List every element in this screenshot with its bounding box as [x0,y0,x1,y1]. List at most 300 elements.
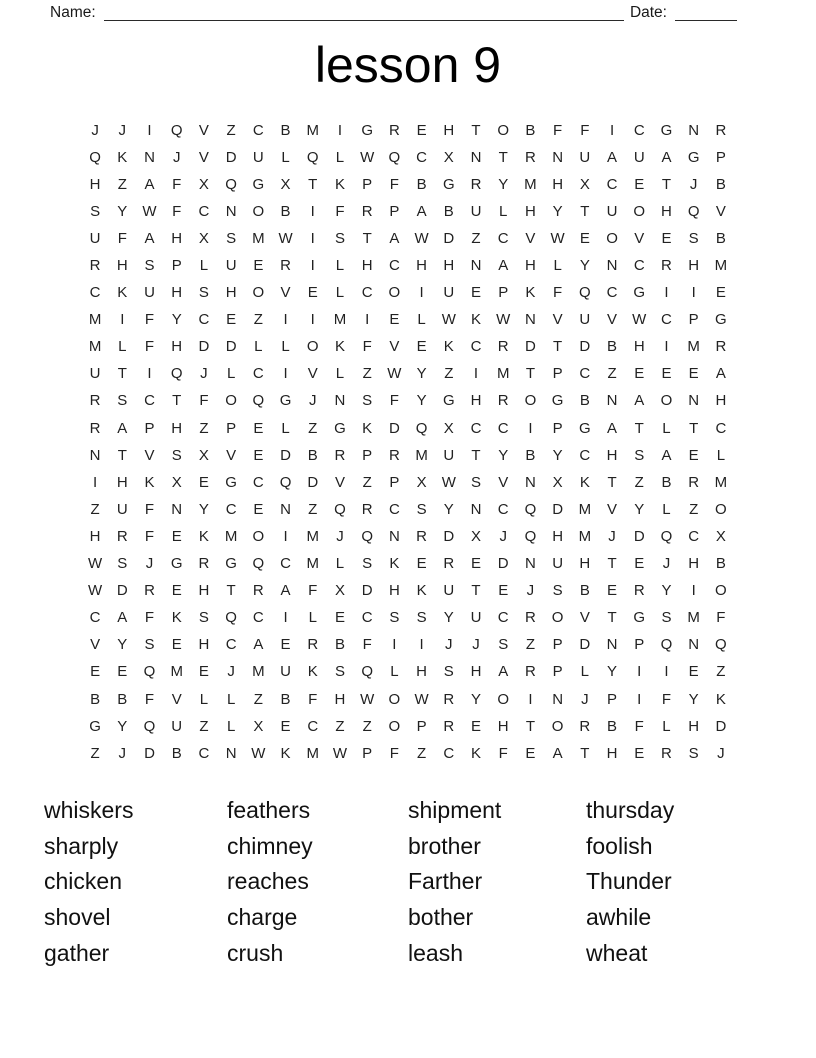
grid-letter-r7-c19: Q [579,284,591,302]
grid-letter-r23-c19: R [579,717,591,735]
grid-letter-r15-c19: M [578,500,592,518]
grid-letter-r22-c3: F [144,690,155,708]
grid-letter-r7-c23: I [691,284,696,302]
grid-letter-r5-c23: S [688,229,699,247]
grid-letter-r8-c10: M [333,311,347,329]
grid-letter-r1-c4: Q [170,121,183,139]
grid-letter-r3-c3: A [144,175,155,193]
grid-letter-r1-c12: R [388,121,400,139]
word-item-reaches: reaches [227,868,309,895]
grid-letter-r6-c11: H [361,257,373,275]
grid-letter-r4-c24: V [715,202,726,220]
grid-letter-r17-c15: E [471,555,482,573]
grid-letter-r16-c10: J [336,527,344,545]
grid-letter-r10-c9: V [307,365,318,383]
grid-letter-r4-c11: R [361,202,373,220]
grid-letter-r12-c8: L [281,419,290,437]
grid-letter-r5-c14: D [443,229,455,247]
grid-letter-r18-c2: D [116,582,128,600]
grid-letter-r24-c24: J [717,744,725,762]
grid-letter-r6-c9: I [310,257,315,275]
grid-letter-r20-c22: Q [660,636,673,654]
grid-letter-r19-c8: I [283,609,288,627]
grid-letter-r19-c19: V [579,609,590,627]
grid-letter-r14-c22: B [661,473,672,491]
grid-letter-r18-c22: Y [661,582,672,600]
grid-letter-r15-c14: Y [443,500,454,518]
grid-letter-r14-c23: R [688,473,700,491]
grid-letter-r15-c23: Z [689,500,699,518]
grid-letter-r6-c6: U [225,257,237,275]
grid-letter-r15-c9: Z [308,500,318,518]
grid-letter-r10-c15: I [473,365,479,383]
grid-letter-r19-c2: A [117,609,128,627]
grid-letter-r1-c13: E [416,121,427,139]
grid-letter-r17-c5: R [198,555,210,573]
grid-letter-r18-c12: H [388,582,400,600]
grid-letter-r13-c1: N [89,446,101,464]
grid-letter-r22-c9: F [308,690,318,708]
grid-letter-r22-c7: Z [253,690,263,708]
grid-letter-r9-c17: D [525,338,536,356]
grid-letter-r11-c21: A [634,392,645,410]
grid-letter-r20-c17: Z [525,636,536,654]
grid-letter-r1-c8: B [280,121,291,139]
grid-letter-r7-c13: I [419,284,424,302]
grid-letter-r13-c11: P [362,446,373,464]
grid-letter-r13-c2: T [117,446,127,464]
grid-letter-r10-c19: C [579,365,591,383]
grid-letter-r20-c24: Q [715,636,727,654]
grid-letter-r13-c6: V [226,446,237,464]
grid-letter-r6-c12: C [388,257,400,275]
grid-letter-r3-c6: Q [225,175,237,193]
grid-letter-r7-c8: V [280,284,291,302]
grid-letter-r9-c16: R [497,338,509,356]
grid-letter-r6-c18: L [553,257,562,275]
grid-letter-r5-c9: I [310,229,315,247]
grid-letter-r24-c20: H [606,744,618,762]
grid-letter-r23-c12: O [388,717,401,735]
grid-letter-r8-c11: I [365,311,370,329]
grid-letter-r2-c24: P [715,148,726,166]
grid-letter-r3-c4: F [172,175,182,193]
grid-letter-r2-c18: N [552,148,564,166]
word-item-chicken: chicken [44,868,122,895]
grid-letter-r18-c3: R [144,582,155,600]
grid-letter-r21-c19: L [580,663,590,681]
grid-letter-r11-c16: R [497,392,509,410]
grid-letter-r1-c6: Z [226,121,236,139]
word-item-chimney: chimney [227,832,313,859]
grid-letter-r7-c21: G [633,284,646,302]
grid-letter-r3-c7: G [252,175,265,193]
grid-letter-r3-c13: B [416,175,427,193]
grid-letter-r12-c12: D [388,419,400,437]
grid-letter-r8-c23: P [688,311,699,329]
grid-letter-r2-c9: Q [306,148,319,166]
grid-letter-r23-c4: U [171,717,183,735]
grid-letter-r9-c6: D [225,338,237,356]
grid-letter-r16-c12: N [388,527,400,545]
grid-letter-r3-c22: T [661,175,672,193]
grid-letter-r19-c6: Q [225,609,237,627]
grid-letter-r2-c22: A [661,148,672,166]
grid-letter-r16-c18: H [552,527,564,545]
grid-letter-r6-c21: C [633,257,645,275]
grid-letter-r14-c9: D [307,473,319,491]
grid-letter-r15-c6: C [225,500,237,518]
grid-letter-r14-c6: G [225,473,237,491]
grid-letter-r14-c7: C [252,473,264,491]
grid-letter-r19-c4: K [171,609,182,627]
grid-letter-r20-c3: S [144,636,155,654]
grid-letter-r15-c11: R [361,500,373,518]
grid-letter-r6-c15: N [470,257,482,275]
grid-letter-r18-c14: U [443,582,455,600]
grid-letter-r16-c24: X [715,527,726,545]
grid-letter-r8-c13: L [417,311,426,329]
grid-letter-r21-c16: A [498,663,509,681]
grid-letter-r23-c16: H [497,717,509,735]
grid-letter-r24-c13: Z [417,744,427,762]
grid-letter-r8-c17: N [525,311,536,329]
grid-letter-r12-c16: C [497,419,509,437]
grid-letter-r1-c18: F [553,121,563,139]
grid-letter-r5-c4: H [171,229,183,247]
grid-letter-r11-c2: S [117,392,128,410]
grid-letter-r23-c13: P [416,717,427,735]
grid-letter-r6-c17: H [525,257,536,275]
grid-letter-r24-c16: F [498,744,508,762]
grid-letter-r11-c3: C [144,392,155,410]
grid-letter-r10-c21: E [634,365,645,383]
grid-letter-r12-c4: H [171,419,183,437]
grid-letter-r7-c20: C [606,284,618,302]
grid-letter-r5-c22: E [661,229,672,247]
grid-letter-r16-c5: K [198,527,209,545]
word-item-whiskers: whiskers [44,797,134,824]
grid-letter-r19-c16: C [497,609,509,627]
grid-letter-r23-c3: Q [143,717,156,735]
grid-letter-r6-c20: N [606,257,618,275]
grid-letter-r4-c10: F [335,202,345,220]
grid-letter-r15-c13: S [416,500,427,518]
grid-letter-r13-c17: B [525,446,536,464]
grid-letter-r11-c15: H [470,392,482,410]
grid-letter-r1-c16: O [497,121,510,139]
grid-letter-r14-c10: V [334,473,345,491]
grid-letter-r11-c8: G [279,392,292,410]
grid-letter-r23-c11: Z [362,717,372,735]
grid-letter-r22-c19: J [581,690,589,708]
grid-letter-r9-c18: T [553,338,563,356]
grid-letter-r16-c1: H [89,527,101,545]
grid-letter-r9-c9: O [306,338,319,356]
grid-letter-r14-c21: Z [634,473,644,491]
grid-letter-r15-c3: F [144,500,155,518]
grid-letter-r17-c8: C [280,555,291,573]
grid-letter-r5-c2: F [117,229,127,247]
grid-letter-r8-c16: W [496,311,511,329]
grid-letter-r14-c24: M [714,473,728,491]
grid-letter-r5-c10: S [334,229,345,247]
grid-letter-r24-c9: M [306,744,320,762]
grid-letter-r10-c8: I [283,365,288,383]
grid-letter-r22-c2: B [117,690,128,708]
grid-letter-r3-c8: X [280,175,291,193]
word-item-gather: gather [44,939,110,966]
grid-letter-r15-c17: Q [524,500,537,518]
word-item-charge: charge [227,904,298,931]
grid-letter-r16-c2: R [116,527,128,545]
word-item-leash: leash [408,939,463,966]
grid-letter-r6-c23: H [688,257,700,275]
grid-letter-r10-c13: Y [416,365,427,383]
grid-letter-r17-c1: W [88,555,103,573]
grid-letter-r12-c18: P [552,419,563,437]
grid-letter-r1-c5: V [198,121,209,139]
grid-letter-r12-c24: C [715,419,727,437]
grid-letter-r8-c4: Y [171,311,182,329]
grid-letter-r5-c3: A [144,229,155,247]
grid-letter-r12-c10: G [334,419,346,437]
grid-letter-r8-c14: W [441,311,456,329]
grid-letter-r6-c14: H [443,257,455,275]
grid-letter-r2-c4: J [172,148,181,166]
grid-letter-r12-c14: X [443,419,454,437]
grid-letter-r16-c22: Q [660,527,673,545]
grid-letter-r3-c21: E [634,175,645,193]
grid-letter-r13-c22: A [661,446,672,464]
grid-letter-r8-c15: K [471,311,482,329]
grid-letter-r15-c10: Q [334,500,346,518]
grid-letter-r3-c1: H [89,175,101,193]
grid-letter-r14-c12: P [389,473,400,491]
grid-letter-r1-c15: T [471,121,481,139]
letter-grid [82,117,735,767]
grid-letter-r2-c20: A [607,148,618,166]
grid-letter-r3-c11: P [362,175,373,193]
grid-letter-r20-c8: E [280,636,291,654]
grid-letter-r22-c15: Y [471,690,482,708]
grid-letter-r16-c11: Q [361,527,374,545]
grid-letter-r24-c5: C [198,744,210,762]
grid-letter-r20-c9: R [307,636,319,654]
grid-letter-r15-c4: N [171,500,183,518]
grid-letter-r6-c19: Y [579,257,590,275]
grid-letter-r15-c21: Y [634,500,645,518]
grid-letter-r11-c4: T [172,392,182,410]
grid-letter-r5-c24: B [715,229,726,247]
grid-letter-r24-c11: P [362,744,373,762]
grid-letter-r12-c6: P [226,419,237,437]
grid-letter-r13-c4: S [171,446,182,464]
word-item-thursday: thursday [586,797,675,824]
grid-letter-r14-c2: H [116,473,128,491]
grid-letter-r9-c8: L [281,338,290,356]
grid-letter-r20-c21: P [634,636,645,654]
grid-letter-r21-c22: I [664,663,669,681]
grid-letter-r1-c23: N [688,121,700,139]
grid-letter-r2-c8: L [281,148,290,166]
grid-letter-r21-c9: K [307,663,318,681]
grid-letter-r4-c22: H [661,202,672,220]
grid-letter-r2-c5: V [198,148,209,166]
grid-letter-r4-c16: L [499,202,508,220]
grid-letter-r24-c15: K [471,744,482,762]
grid-letter-r22-c1: B [90,690,101,708]
grid-letter-r23-c10: Z [335,717,345,735]
grid-letter-r24-c14: C [443,744,455,762]
grid-letter-r14-c15: S [471,473,482,491]
grid-letter-r21-c14: S [443,663,454,681]
grid-letter-r3-c17: M [524,175,537,193]
grid-letter-r13-c7: E [253,446,264,464]
grid-letter-r16-c15: X [471,527,482,545]
grid-letter-r18-c11: D [361,582,373,600]
grid-letter-r5-c5: X [198,229,209,247]
grid-letter-r8-c22: C [661,311,672,329]
grid-letter-r22-c12: O [388,690,401,708]
grid-letter-r13-c15: T [471,446,481,464]
grid-letter-r8-c7: Z [253,311,263,329]
grid-letter-r10-c5: J [200,365,208,383]
grid-letter-r4-c4: F [172,202,182,220]
grid-letter-r16-c7: O [252,527,265,545]
grid-letter-r13-c23: E [688,446,699,464]
word-item-brother: brother [408,832,481,859]
grid-letter-r17-c2: S [117,555,128,573]
grid-letter-r3-c23: J [689,175,698,193]
grid-letter-r14-c20: T [607,473,617,491]
grid-letter-r3-c2: Z [117,175,127,193]
grid-letter-r7-c1: C [89,284,101,302]
grid-letter-r15-c1: Z [90,500,100,518]
grid-letter-r12-c3: P [144,419,155,437]
grid-letter-r13-c24: L [716,446,726,464]
grid-letter-r10-c14: Z [444,365,454,383]
grid-letter-r16-c20: J [608,527,616,545]
grid-letter-r11-c18: G [551,392,564,410]
grid-letter-r1-c10: I [337,121,343,139]
grid-letter-r17-c17: N [525,555,536,573]
grid-letter-r4-c13: A [416,202,427,220]
grid-letter-r12-c15: C [470,419,482,437]
grid-letter-r5-c6: S [226,229,237,247]
grid-letter-r18-c16: E [498,582,509,600]
grid-letter-r6-c2: H [116,257,128,275]
grid-letter-r15-c22: L [662,500,671,518]
word-item-feathers: feathers [227,797,311,824]
grid-letter-r13-c18: Y [552,446,563,464]
grid-letter-r2-c14: X [443,148,454,166]
grid-letter-r18-c7: R [252,582,264,600]
grid-letter-r9-c14: K [443,338,454,356]
word-item-awhile: awhile [586,904,652,931]
grid-letter-r11-c5: F [199,392,209,410]
grid-letter-r23-c23: H [688,717,700,735]
date-blank-line [675,4,737,21]
grid-letter-r20-c12: I [392,636,397,654]
grid-letter-r12-c5: Z [199,419,209,437]
grid-letter-r10-c11: Z [362,365,372,383]
grid-letter-r13-c8: D [280,446,291,464]
grid-letter-r22-c20: P [607,690,618,708]
grid-letter-r17-c12: K [389,555,400,573]
grid-letter-r23-c9: C [307,717,319,735]
grid-letter-r6-c10: L [335,257,345,275]
grid-letter-r9-c15: C [470,338,482,356]
grid-letter-r16-c19: M [578,527,592,545]
grid-letter-r13-c5: X [198,446,209,464]
grid-letter-r14-c16: V [498,473,509,491]
grid-letter-r12-c7: E [253,419,264,437]
grid-letter-r24-c8: K [280,744,291,762]
grid-letter-r12-c2: A [117,419,128,437]
word-item-wheat: wheat [586,939,648,966]
grid-letter-r8-c9: I [310,311,315,329]
grid-letter-r1-c2: J [118,121,127,139]
grid-letter-r2-c1: Q [89,148,101,166]
grid-letter-r15-c16: C [497,500,509,518]
grid-letter-r4-c19: T [580,202,590,220]
grid-letter-r4-c5: C [198,202,210,220]
grid-letter-r1-c24: R [715,121,727,139]
grid-letter-r7-c24: E [715,284,726,302]
name-blank-line [104,4,624,21]
grid-letter-r24-c7: W [251,744,266,762]
grid-letter-r17-c21: E [634,555,645,573]
grid-letter-r20-c5: H [198,636,210,654]
grid-letter-r16-c14: D [443,527,455,545]
grid-letter-r8-c24: G [715,311,727,329]
grid-letter-r13-c3: V [144,446,155,464]
grid-letter-r13-c12: R [388,446,400,464]
grid-letter-r6-c22: R [661,257,672,275]
grid-letter-r14-c11: Z [362,473,372,491]
grid-letter-r2-c6: D [225,148,237,166]
word-item-bother: bother [408,904,474,931]
grid-letter-r16-c21: D [633,527,645,545]
grid-letter-r11-c7: Q [252,392,265,410]
grid-letter-r14-c14: W [441,473,456,491]
grid-letter-r1-c20: I [609,121,615,139]
grid-letter-r24-c17: E [525,744,536,762]
grid-letter-r4-c23: Q [687,202,700,220]
grid-letter-r24-c4: B [171,744,182,762]
grid-letter-r21-c10: S [334,663,345,681]
grid-letter-r1-c14: H [443,121,455,139]
grid-letter-r2-c10: L [335,148,345,166]
grid-letter-r2-c23: G [687,148,700,166]
grid-letter-r22-c21: I [637,690,642,708]
grid-letter-r21-c4: M [170,663,183,681]
word-item-crush: crush [227,939,284,966]
grid-letter-r2-c16: T [498,148,508,166]
word-item-shovel: shovel [44,904,111,931]
grid-letter-r10-c20: Z [607,365,617,383]
grid-letter-r7-c14: U [443,284,455,302]
grid-letter-r3-c15: R [470,175,482,193]
grid-letter-r1-c1: J [91,121,99,139]
grid-letter-r20-c11: F [362,636,372,654]
grid-letter-r23-c5: Z [199,717,209,735]
grid-letter-r19-c11: C [361,609,373,627]
grid-letter-r23-c15: E [471,717,482,735]
grid-letter-r24-c1: Z [90,744,100,762]
grid-letter-r17-c11: S [362,555,373,573]
